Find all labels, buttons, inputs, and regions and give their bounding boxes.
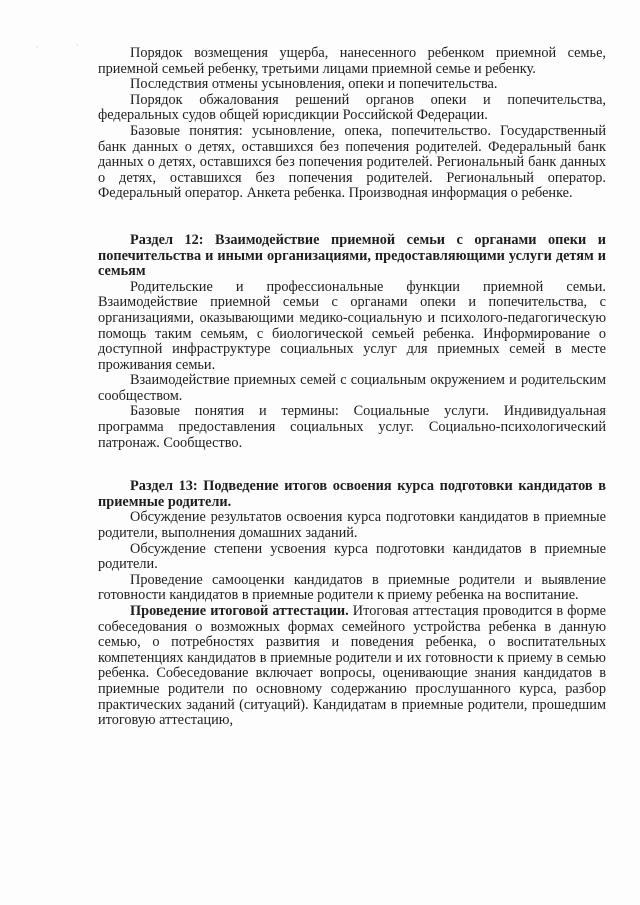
scan-speck: ·	[36, 43, 39, 52]
section-12-paragraph: Взаимодействие приемных семей с социальным окружением и родительским сообществом.	[98, 372, 606, 404]
paragraph-damage-compensation: Порядок возмещения ущерба, нанесенного ребенком приемной семье, приемной семьей ребенку, третьими лицами приемной семье и ребенку.	[98, 45, 606, 77]
section-12-paragraph: Родительские и профессиональные функции приемной семьи. Взаимодействие приемной семьи с органами опеки и попечительства, с организациями, оказывающими медико-социальную и психолого-педагогическую помощь таким семьям, с биологической семьей ребенка. Информирование о доступной инфраструктуре социальных услуг для приемных семей в месте проживания семьи.	[98, 278, 606, 373]
section-13-paragraph: Обсуждение результатов освоения курса подготовки кандидатов в приемные родители, выполнения домашних заданий.	[98, 509, 606, 542]
paragraph-adoption-cancellation: Последствия отмены усыновления, опеки и попечительства.	[130, 76, 498, 93]
section-12-paragraph: Базовые понятия и термины: Социальные услуги. Индивидуальная программа предоставления социальных услуг. Социально-психологический патронаж. Сообщество.	[98, 403, 606, 451]
section-12-heading: Раздел 12: Взаимодействие приемной семьи с органами опеки и попечительства и иными организациями, предоставляющими услуги детям и семьям	[98, 231, 606, 280]
final-attestation-lead: Проведение итоговой аттестации.	[130, 603, 349, 619]
section-13-heading: Раздел 13: Подведение итогов освоения курса подготовки кандидатов в приемные родители.	[98, 478, 606, 510]
scan-speck: ·	[76, 41, 79, 50]
paragraph-appeal-procedure: Порядок обжалования решений органов опеки и попечительства, федеральных судов общей юрисдикции Российской Федерации.	[98, 91, 606, 124]
paragraph-basic-concepts: Базовые понятия: усыновление, опека, попечительство. Государственный банк данных о детях, оставшихся без попечения родителей. Федеральный банк данных о детях, оставшихся без попечения родителей. Региональный банк данных о детях, оставшихся без попечения родителей. Региональный оператор. Федеральный оператор. Анкета ребенка. Производная информация о ребенке.	[98, 122, 606, 202]
document-body	[98, 46, 606, 729]
section-13-paragraph: Обсуждение степени усвоения курса подготовки кандидатов в приемные родители.	[98, 540, 606, 573]
section-13-final-attestation	[98, 604, 606, 729]
final-attestation-text: Итоговая аттестация проводится в форме собеседования о возможных формах семейного устройства ребенка в данную семью, о потребностях развития и поведения ребенка, о воспитательных компетенциях кандидатов в приемные родители и их готовности к приему в семью ребенка. Собеседование включает вопросы, оценивающие знания кандидатов в приемные родители по основному содержанию прослушанного курса, разбор практических заданий (ситуаций). Кандидатам в приемные родители, прошедшим итоговую аттестацию,	[98, 603, 606, 729]
section-13-paragraph: Проведение самооценки кандидатов в приемные родители и выявление готовности кандидатов в приемные родители к приему ребенка на воспитание.	[98, 571, 606, 604]
